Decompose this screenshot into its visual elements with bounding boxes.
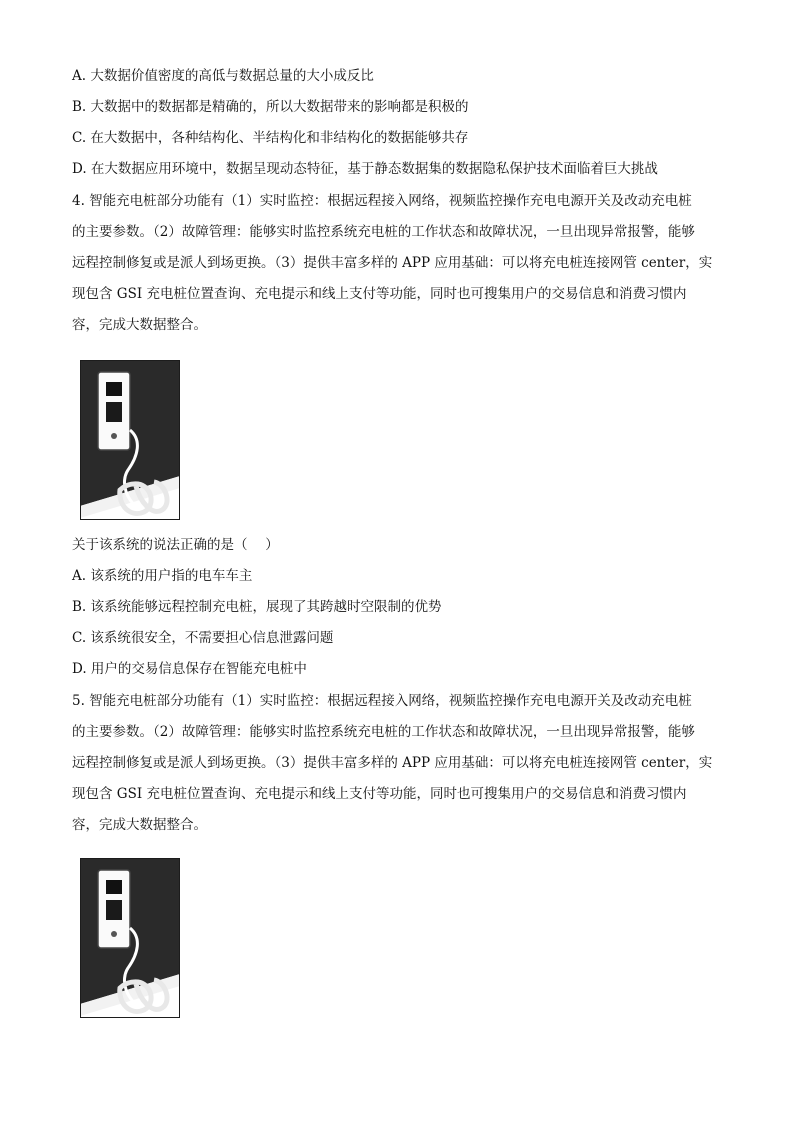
- charging-pile-photo: [80, 360, 180, 520]
- q5-stem-line: 现包含 GSI 充电桩位置查询、充电提示和线上支付等功能，同时也可搜集用户的交易信息和消费习惯内: [72, 786, 687, 802]
- q4-stem-line: 容，完成大数据整合。: [72, 317, 207, 333]
- q5-stem-line: 容，完成大数据整合。: [72, 817, 207, 833]
- q4-stem-line: 远程控制修复或是派人到场更换。（3）提供丰富多样的 APP 应用基础：可以将充电桩连接网管 center，实: [72, 255, 713, 271]
- q5-stem-line: 远程控制修复或是派人到场更换。（3）提供丰富多样的 APP 应用基础：可以将充电桩连接网管 center，实: [72, 755, 713, 771]
- charging-pile-photo: [80, 858, 180, 1018]
- charging-pile-illustration: [80, 858, 180, 1018]
- q4-stem-line: 4. 智能充电桩部分功能有（1）实时监控：根据远程接入网络，视频监控操作充电电源开关及改动充电桩: [72, 193, 692, 209]
- q3-option-b: B. 大数据中的数据都是精确的，所以大数据带来的影响都是积极的: [72, 99, 469, 115]
- q3-option-c: C. 在大数据中，各种结构化、半结构化和非结构化的数据能够共存: [72, 130, 469, 146]
- q4-option-b: B. 该系统能够远程控制充电桩，展现了其跨越时空限制的优势: [72, 599, 442, 615]
- q4-option-d: D. 用户的交易信息保存在智能充电桩中: [72, 661, 307, 677]
- q4-option-c: C. 该系统很安全，不需要担心信息泄露问题: [72, 630, 334, 646]
- q4-stem-line: 现包含 GSI 充电桩位置查询、充电提示和线上支付等功能，同时也可搜集用户的交易信息和消费习惯内: [72, 286, 687, 302]
- q4-stem-line: 的主要参数。（2）故障管理：能够实时监控系统充电桩的工作状态和故障状况，一旦出现异常报警，能够: [72, 224, 695, 240]
- charging-pile-illustration: [80, 360, 180, 520]
- q3-option-a: A. 大数据价值密度的高低与数据总量的大小成反比: [72, 68, 374, 84]
- q5-stem-line: 5. 智能充电桩部分功能有（1）实时监控：根据远程接入网络，视频监控操作充电电源开关及改动充电桩: [72, 693, 692, 709]
- q4-option-a: A. 该系统的用户指的电车车主: [72, 568, 253, 584]
- q3-option-d: D. 在大数据应用环境中，数据呈现动态特征，基于静态数据集的数据隐私保护技术面临着巨大挑战: [72, 161, 658, 177]
- q4-question: 关于该系统的说法正确的是（ ）: [72, 537, 279, 553]
- q5-stem-line: 的主要参数。（2）故障管理：能够实时监控系统充电桩的工作状态和故障状况，一旦出现异常报警，能够: [72, 724, 695, 740]
